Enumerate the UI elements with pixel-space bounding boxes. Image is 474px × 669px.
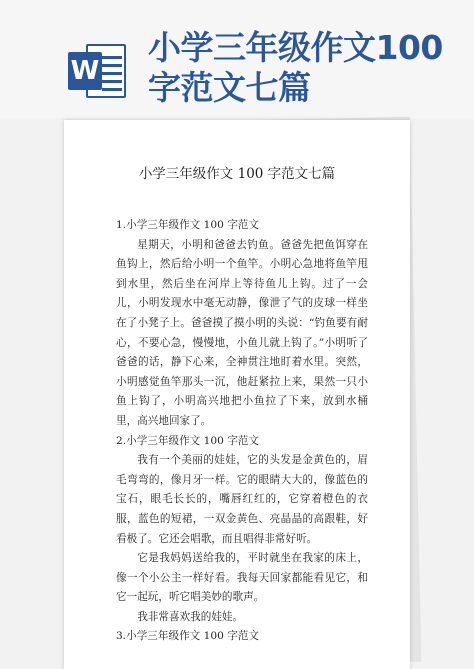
body-paragraph: 我有一个美丽的娃娃，它的头发是金黄色的，眉毛弯弯的，像月牙一样。它的眼睛大大的，像蓝色的宝石，眼毛长长的，嘴唇红红的，它穿着橙色的衣服，蓝色的短裙，一双金黄色、亮晶晶的高跟鞋，好看极了。它还会唱歌，而且唱得非常好听。 xyxy=(116,454,368,545)
document-body xyxy=(116,216,368,647)
body-paragraph: 我非常喜欢我的娃娃。 xyxy=(137,610,244,623)
banner-title: 小学三年级作文100字范文七篇 xyxy=(148,28,443,107)
doc-line xyxy=(102,80,122,83)
section-heading: 3.小学三年级作文 100 字范文 xyxy=(116,630,259,643)
doc-line xyxy=(102,72,122,75)
section-heading: 2.小学三年级作文 100 字范文 xyxy=(116,434,259,447)
word-w-badge: W xyxy=(68,52,102,90)
body-paragraph: 它是我妈妈送给我的，平时就坐在我家的床上，像一个小公主一样好看。我每天回家都能看见它，和它一起玩，听它唱美妙的歌声。 xyxy=(116,552,368,604)
document-page xyxy=(64,120,410,669)
word-doc-icon xyxy=(66,40,128,102)
doc-line xyxy=(102,64,122,67)
doc-line xyxy=(102,56,122,59)
doc-line xyxy=(102,88,122,91)
document-title: 小学三年级作文 100 字范文七篇 xyxy=(138,166,336,182)
body-paragraph: 星期天，小明和爸爸去钓鱼。爸爸先把鱼饵穿在鱼钩上，然后给小明一个鱼竿。小明心急地将鱼竿甩到水里，然后坐在河岸上等待鱼儿上钩。过了一会儿，小明发现水中毫无动静，像泄了气的皮球一样坐在了小凳子上。爸爸摸了摸小明的头说：“钓鱼要有耐心，不要心急，慢慢地，小鱼儿就上钩了。”小明听了爸爸的话，静下心来，全神贯注地盯着水里。突然，小明感觉鱼竿那头一沉，他赶紧拉上来，果然一只小鱼上钩了，小明高兴地把小鱼拉了下来，放到水桶里，高兴地回家了。 xyxy=(116,238,368,427)
header-banner xyxy=(0,0,474,118)
section-heading: 1.小学三年级作文 100 字范文 xyxy=(116,219,259,231)
